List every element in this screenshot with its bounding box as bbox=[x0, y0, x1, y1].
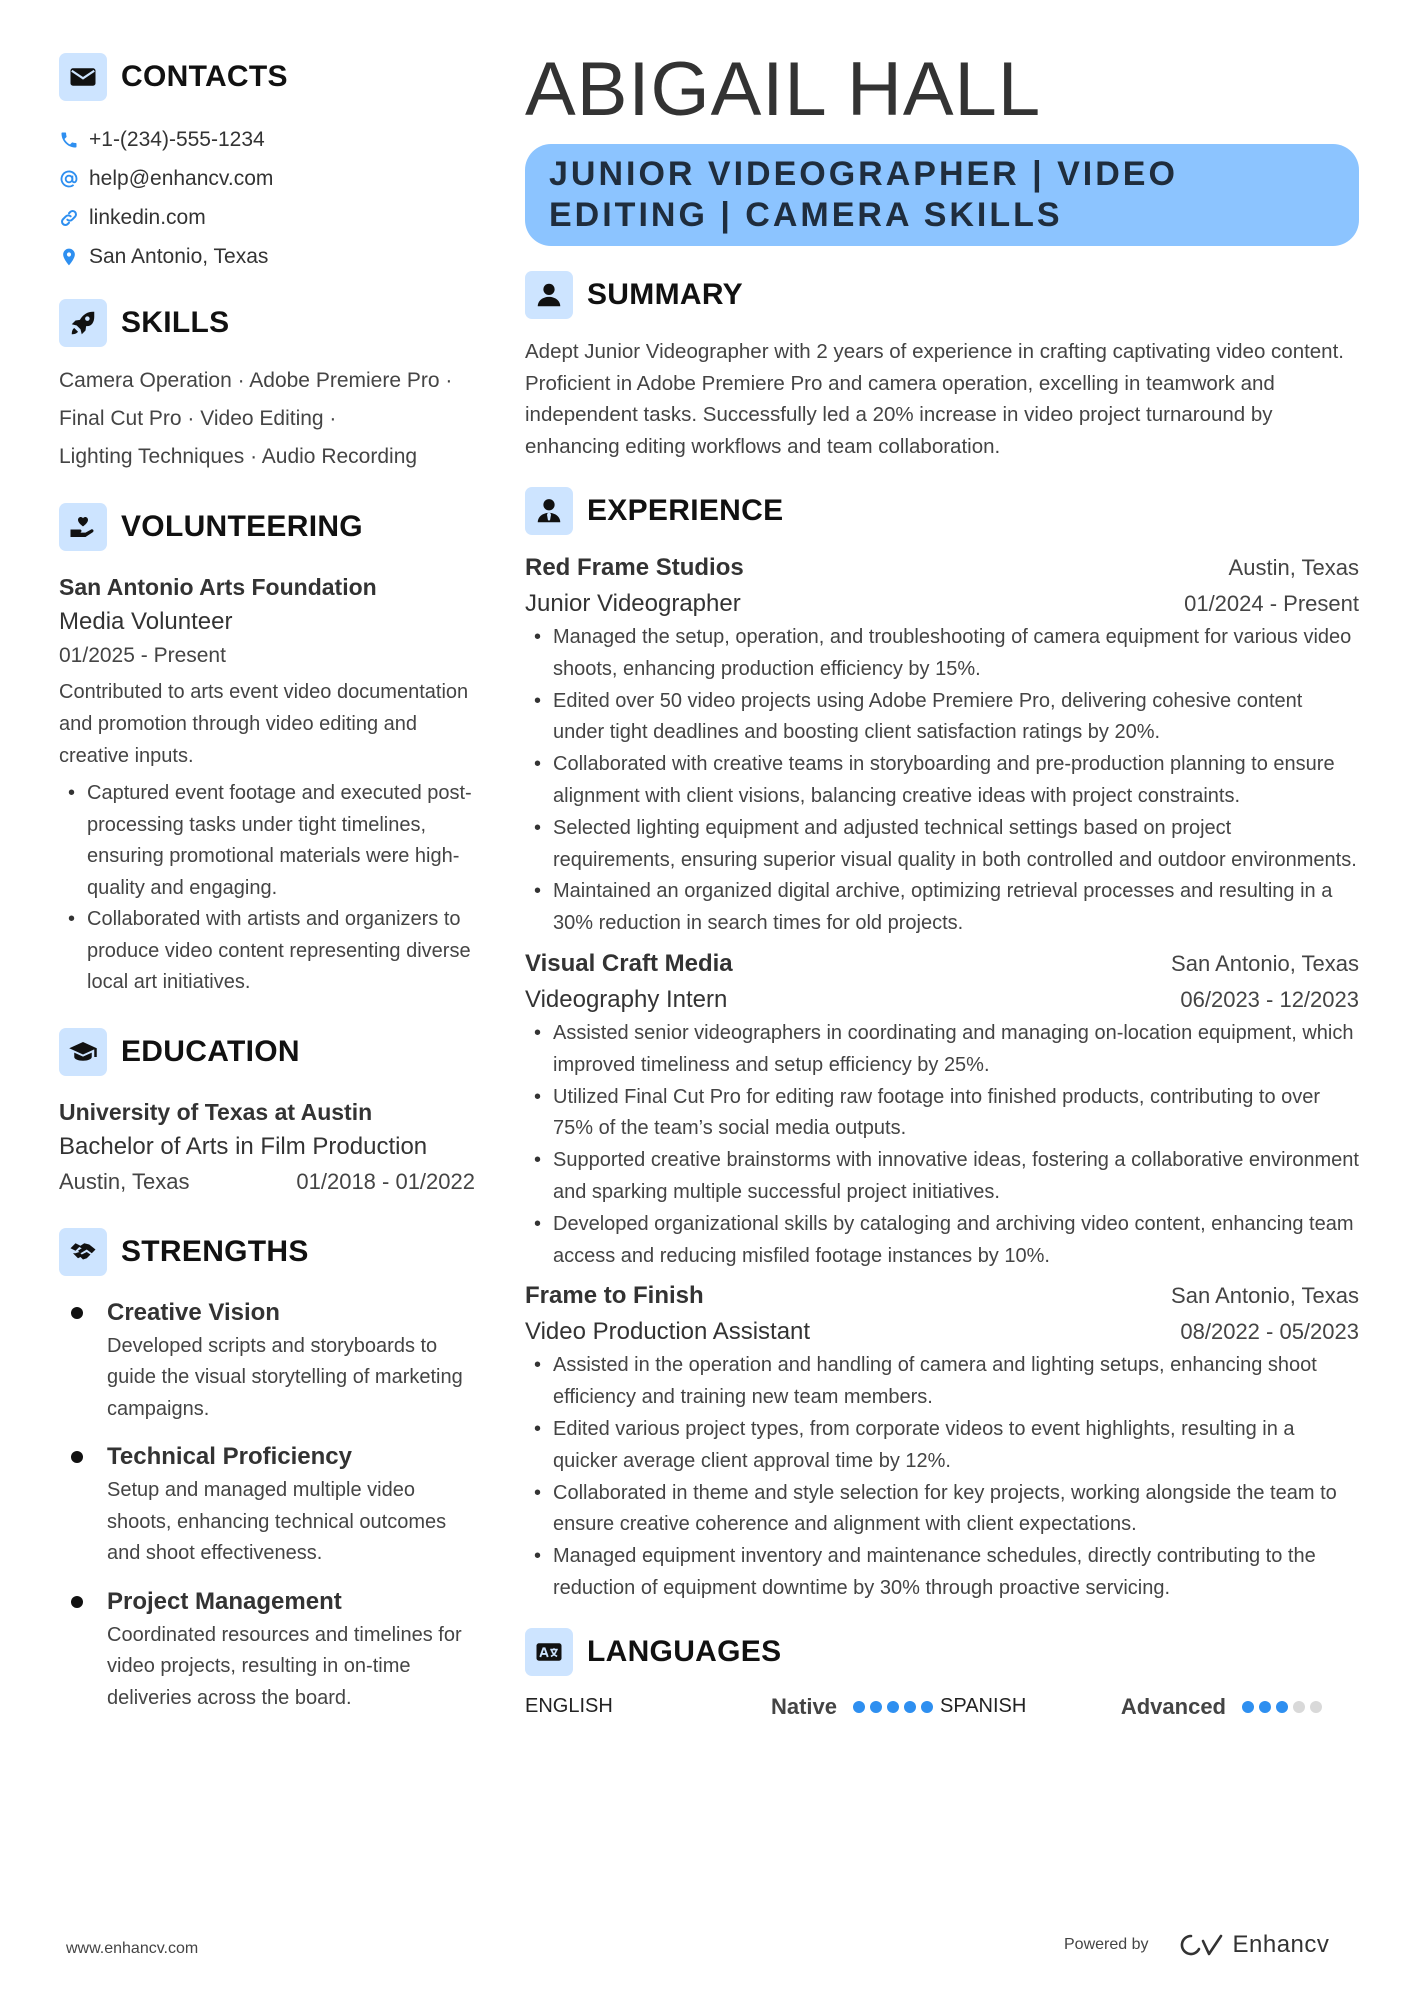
job-role: Videography Intern bbox=[525, 985, 728, 1013]
rating-dot-filled bbox=[887, 1701, 899, 1713]
experience-heading: EXPERIENCE bbox=[587, 494, 784, 527]
job-dates: 08/2022 - 05/2023 bbox=[1180, 1319, 1359, 1345]
summary-section bbox=[525, 270, 1359, 462]
rating-dot-filled bbox=[1276, 1701, 1288, 1713]
languages-heading: LANGUAGES bbox=[587, 1634, 782, 1668]
language-name: SPANISH bbox=[940, 1695, 1027, 1718]
volunteer-org: San Antonio Arts Foundation bbox=[59, 574, 377, 600]
skills-list: Camera Operation · Adobe Premiere Pro · Final Cut Pro · Video Editing · Lighting Techniques · Audio Recording bbox=[59, 369, 453, 468]
volunteering-heading: VOLUNTEERING bbox=[121, 510, 363, 543]
job-sub-row bbox=[525, 1314, 1359, 1350]
contact-phone bbox=[59, 120, 479, 159]
job-role: Junior Videographer bbox=[525, 590, 741, 617]
volunteering-header bbox=[59, 502, 479, 552]
job-dates: 06/2023 - 12/2023 bbox=[1180, 986, 1359, 1012]
at-icon bbox=[59, 169, 79, 189]
list-item: • Collaborated in theme and style selection for key projects, working alongside the team to ensure creative coherence and alignment with client expectations. bbox=[525, 1478, 1359, 1542]
list-item: • Utilized Final Cut Pro for editing raw footage into finished products, contributing to over 75% of the team’s social media outputs. bbox=[525, 1082, 1359, 1146]
bullet-dot bbox=[71, 1596, 83, 1608]
rating-dot-filled bbox=[853, 1701, 865, 1713]
education-meta bbox=[59, 1165, 475, 1199]
job-company: Red Frame Studios bbox=[525, 554, 744, 581]
strengths-header bbox=[59, 1227, 479, 1277]
list-item: • Managed equipment inventory and maintenance schedules, directly contributing to the reduction of equipment downtime by 30% through proactive servicing. bbox=[525, 1541, 1359, 1605]
translate-icon bbox=[525, 1628, 573, 1676]
skill-item: Final Cut Pro bbox=[59, 407, 182, 430]
phone-text[interactable]: +1-(234)-555-1234 bbox=[89, 127, 265, 151]
user-icon bbox=[525, 271, 573, 319]
right-column bbox=[525, 40, 1359, 1727]
location-pin-icon bbox=[59, 247, 79, 267]
rating-dot-filled bbox=[870, 1701, 882, 1713]
contact-email bbox=[59, 159, 479, 198]
list-item: • Assisted in the operation and handling of camera and lighting setups, enhancing shoot efficiency and training new team members. bbox=[525, 1350, 1359, 1414]
phone-icon bbox=[59, 130, 79, 150]
contacts-section bbox=[59, 52, 479, 276]
contacts-header bbox=[59, 52, 479, 102]
job-entry bbox=[525, 550, 1359, 940]
businessman-icon bbox=[525, 487, 573, 535]
skill-item: Camera Operation bbox=[59, 369, 232, 392]
summary-header bbox=[525, 270, 1359, 320]
job-bullets bbox=[525, 1350, 1359, 1604]
location-text: San Antonio, Texas bbox=[89, 244, 269, 268]
linkedin-text[interactable]: linkedin.com bbox=[89, 205, 206, 229]
hand-heart-icon bbox=[59, 503, 107, 551]
list-item: • Developed organizational skills by cataloging and archiving video content, enhancing team access and reducing misfiled footage instances by 10%. bbox=[525, 1209, 1359, 1273]
language-level: Native bbox=[770, 1693, 837, 1719]
education-school: University of Texas at Austin bbox=[59, 1098, 373, 1125]
list-item: • Edited various project types, from corporate videos to event highlights, resulting in a quicker average client approval time by 12%. bbox=[525, 1414, 1359, 1478]
skill-item: Lighting Techniques bbox=[59, 445, 245, 468]
graduation-cap-icon bbox=[59, 1028, 107, 1076]
enhancv-brand: Enhancv bbox=[1232, 1931, 1330, 1958]
job-location: San Antonio, Texas bbox=[1171, 950, 1359, 976]
strength-item bbox=[59, 1295, 479, 1426]
footer-website[interactable]: www.enhancv.com bbox=[66, 1940, 199, 1957]
job-title: JUNIOR VIDEOGRAPHER | VIDEO EDITING | CAMERA SKILLS bbox=[549, 155, 1178, 234]
strength-title: Technical Proficiency bbox=[107, 1443, 352, 1470]
volunteer-description: Contributed to arts event video documentation and promotion through video editing and creative inputs. bbox=[59, 681, 469, 767]
skill-item: Adobe Premiere Pro bbox=[249, 369, 440, 392]
volunteering-section bbox=[59, 502, 479, 999]
job-sub-row bbox=[525, 586, 1359, 622]
job-header-row bbox=[525, 946, 1359, 982]
bullet-dot bbox=[71, 1307, 83, 1319]
envelope-icon bbox=[59, 53, 107, 101]
skill-item: Audio Recording bbox=[261, 445, 418, 468]
job-header-row bbox=[525, 550, 1359, 586]
rating-dot-empty bbox=[1310, 1701, 1322, 1713]
strength-description: Coordinated resources and timelines for video projects, resulting in on-time deliveries across the board. bbox=[107, 1623, 462, 1709]
language-item bbox=[940, 1694, 1355, 1720]
job-company: Frame to Finish bbox=[525, 1282, 704, 1310]
handshake-icon bbox=[59, 1228, 107, 1276]
job-entry bbox=[525, 946, 1359, 1272]
rating-dot-filled bbox=[1242, 1701, 1254, 1713]
job-location: Austin, Texas bbox=[1228, 555, 1359, 580]
summary-heading: SUMMARY bbox=[587, 278, 743, 311]
list-item: • Captured event footage and executed post-processing tasks under tight timelines, ensuring promotional materials were high-quality and engaging. bbox=[59, 778, 479, 904]
languages-section bbox=[525, 1627, 1359, 1727]
contact-linkedin bbox=[59, 198, 479, 237]
strengths-section bbox=[59, 1227, 479, 1715]
education-degree: Bachelor of Arts in Film Production bbox=[59, 1132, 428, 1160]
enhancv-logo-icon bbox=[1177, 1932, 1225, 1958]
list-item: • Managed the setup, operation, and troubleshooting of camera equipment for various video shoots, enhancing production efficiency by 15%. bbox=[525, 622, 1359, 686]
list-item: • Collaborated with artists and organizers to produce video content representing diverse local art initiatives. bbox=[59, 904, 479, 999]
list-item: • Selected lighting equipment and adjusted technical settings based on project requirements, ensuring superior visual quality in both controlled and outdoor environments. bbox=[525, 813, 1359, 877]
person-name: ABIGAIL HALL bbox=[525, 47, 1042, 132]
job-entry bbox=[525, 1278, 1359, 1604]
left-column bbox=[59, 52, 479, 1728]
education-dates: 01/2018 - 01/2022 bbox=[296, 1168, 475, 1194]
bullet-dot bbox=[71, 1451, 83, 1463]
strengths-heading: STRENGTHS bbox=[121, 1234, 309, 1268]
list-item: • Supported creative brainstorms with innovative ideas, fostering a collaborative environment and sparking multiple successful project initiatives. bbox=[525, 1145, 1359, 1209]
job-role: Video Production Assistant bbox=[525, 1318, 811, 1346]
strength-item bbox=[59, 1584, 479, 1715]
language-level: Advanced bbox=[1120, 1693, 1226, 1719]
list-item: • Maintained an organized digital archive, optimizing retrieval processes and resulting in a 30% reduction in search times for old projects. bbox=[525, 876, 1359, 940]
languages-header bbox=[525, 1627, 1359, 1677]
volunteer-dates: 01/2025 - Present bbox=[59, 644, 226, 667]
email-text[interactable]: help@enhancv.com bbox=[89, 166, 274, 190]
job-header-row bbox=[525, 1278, 1359, 1314]
job-company: Visual Craft Media bbox=[525, 949, 733, 977]
strength-title: Project Management bbox=[107, 1587, 342, 1615]
language-item bbox=[525, 1694, 940, 1720]
link-icon bbox=[59, 208, 79, 228]
rating-dot-filled bbox=[1259, 1701, 1271, 1713]
strength-description: Setup and managed multiple video shoots, enhancing technical outcomes and shoot effectiveness. bbox=[107, 1479, 447, 1564]
skills-heading: SKILLS bbox=[121, 306, 230, 339]
language-rating bbox=[853, 1701, 938, 1713]
education-heading: EDUCATION bbox=[121, 1034, 300, 1068]
list-item: • Collaborated with creative teams in storyboarding and pre-production planning to ensure alignment with client visions, balancing creative ideas with project constraints. bbox=[525, 749, 1359, 813]
list-item: • Assisted senior videographers in coordinating and managing on-location equipment, which improved timeliness and setup efficiency by 25%. bbox=[525, 1018, 1359, 1082]
skill-item: Video Editing bbox=[200, 407, 324, 430]
strength-title: Creative Vision bbox=[107, 1298, 280, 1326]
skills-header bbox=[59, 298, 479, 348]
powered-by-label: Powered by bbox=[1064, 1936, 1149, 1953]
experience-header bbox=[525, 486, 1359, 536]
rating-dot-filled bbox=[921, 1701, 933, 1713]
job-bullets bbox=[525, 1018, 1359, 1272]
job-dates: 01/2024 - Present bbox=[1184, 591, 1359, 616]
summary-text: Adept Junior Videographer with 2 years of experience in crafting captivating video content. Proficient in Adobe Premiere Pro and camera operation, excelling in teamwork and independent tasks. Successfully led a 20% increase in video project turnaround by enhancing editing workflows and team collaboration. bbox=[525, 340, 1344, 458]
rocket-icon bbox=[59, 299, 107, 347]
education-header bbox=[59, 1027, 479, 1077]
job-title-banner bbox=[525, 144, 1359, 246]
language-name: ENGLISH bbox=[525, 1695, 613, 1718]
rating-dot-filled bbox=[904, 1701, 916, 1713]
language-rating bbox=[1242, 1701, 1327, 1713]
job-location: San Antonio, Texas bbox=[1171, 1283, 1359, 1309]
strength-item bbox=[59, 1439, 479, 1570]
footer-branding bbox=[1064, 1931, 1329, 1959]
languages-list bbox=[525, 1687, 1359, 1727]
experience-section bbox=[525, 486, 1359, 1605]
list-item: • Edited over 50 video projects using Adobe Premiere Pro, delivering cohesive content under tight deadlines and boosting client satisfaction ratings by 20%. bbox=[525, 686, 1359, 750]
contact-location bbox=[59, 237, 479, 276]
volunteer-bullets bbox=[59, 778, 479, 999]
education-location: Austin, Texas bbox=[59, 1168, 190, 1194]
skills-section bbox=[59, 298, 479, 476]
rating-dot-empty bbox=[1293, 1701, 1305, 1713]
education-section bbox=[59, 1027, 479, 1199]
contacts-heading: CONTACTS bbox=[121, 60, 288, 93]
job-sub-row bbox=[525, 982, 1359, 1018]
volunteer-role: Media Volunteer bbox=[59, 608, 233, 635]
strength-description: Developed scripts and storyboards to guide the visual storytelling of marketing campaigns. bbox=[107, 1334, 463, 1420]
job-bullets bbox=[525, 622, 1359, 940]
